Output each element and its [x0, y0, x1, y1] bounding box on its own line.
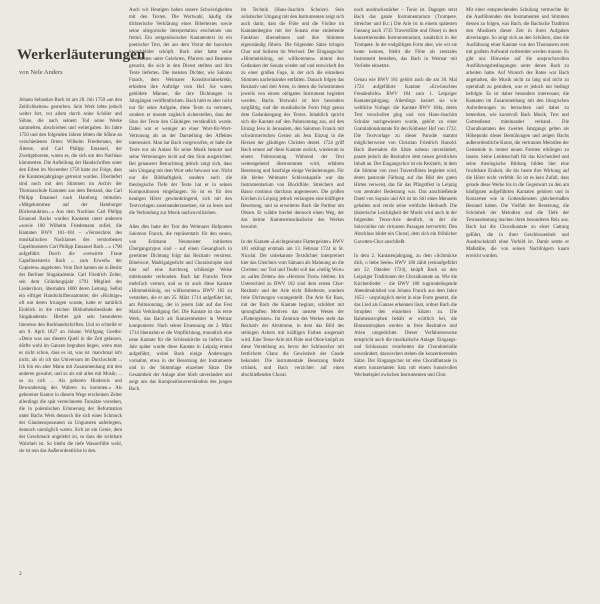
text-column-2 — [129, 7, 232, 567]
paragraph: im Technik (Hans-Joachim Schulze). Sein solistischer Umgang mit den Instrumenten zeigt sich auch darin, dass die Flöte und die Violine im Kantatenbeginn mit der Sonata eine einleitende Funktion übernehmen und ihre Stimmen eigenständig führen. Die folgenden Sätze bringen Chor und Solisten im Wechsel: Der Eingangschor »Himmelskönig, sei willkommen« nimmt den Gedanken der Sonata wieder auf und entwickelt ihn zu einer großen Fuge, in der sich die einzelnen Stimmen nacheinander entfalten. Danach folgen das Rezitativ und drei Arien, in denen die Solostimmen jeweils von einem obligaten Instrument begleitet werden. Bachs Textwahl ist hier besonders sorgfältig, und die musikalische Form folgt genau dem Gedankengang des Textes. Inhaltlich spricht sich die Kantate auf den Palmsonntag aus, auf den Einzug Jesu in Jerusalem, den Salomon Franck mit schwärmerischen Gesten als Jesu Einzug in die Herzen der gläubigen Christen deutet. 1724 griff Bach erneut auf diese Kantate zurück, wiederum in einem Palmsonntag. Während der Text weitestgehend übernommen wird, erfahren Besetzung und Satzfolge einige Veränderungen. Für die kleine Weimarer Schlosskapelle war das Instrumentarium von Blockflöte, Streichern und Basso continuo durchaus angemessen. Die großen Kirchen in Leipzig jedoch verlangten eine kräftigere Besetzung, und so erweiterte Bach die Partitur um Oboen. Er wählte hierbei dennoch einen Weg, der das intime Kammermusikalische des Werkes bewahrt. — [241, 8, 344, 231]
paragraph: Genau wie BWV 181 gehört auch die am 30. Mai 1724 aufgeführte Kantate »Erwünschtes Freudenlicht« BWV 184 zum 1. Leipziger Kantatenjahrgang. Allerdings basiert sie wie weltliche Vorlage: die Kantate BWV 184a, deren Text verschollen ging und von Hans-Joachim Schulze nachgewiesen wurde, gehört zu einer Gratulationskantate für den Köthener Hof von 1722. Die Textvorlage zu dieser Parodie stammt möglicherweise von Christian Friedrich Hunold. Bach übernahm die Sätze nahezu unverändert, passte jedoch die Rezitative dem neuen geistlichen Inhalt an. Der Eingangschor ist ein Rezitativ, in dem die Stimme von zwei Traversflöten begleitet wird, deren pastorale Färbung auf das Bild des guten Hirten verweist, das für das Pfingstfest in Leipzig von zentraler Bedeutung war. Das anschließende Duett von Sopran und Alt ist im Stil eines Menuetts gehalten und verrät seine weltliche Herkunft. Die tänzerische Leichtigkeit der Musik wird auch in der folgenden Tenor-Arie deutlich, in der die Solovioline mit virtuosen Passagen hervortritt. Den Abschluss bildet ein Choral, dem sich ein fröhlicher Gavotten-Chor anschließt. — [354, 78, 457, 245]
page-title: Werkerläuterungen — [17, 47, 146, 63]
author-byline: von Nele Anders — [19, 69, 63, 76]
paragraph: Mit einer entsprechenden Schulung vermochte ihr die Ausführenden den Instrumenten und Stimmen dessen zu folgen, was Bach, die Bachsche Tradition den Musikern dieser Zeit in ihren Aufgaben abverlangte. So zeigt sich an den Schülern, dass die Ausführung einer Kantate von den Thomanern stets mit großem Aufwand vorbereitet werden musste. Es gibt uns Hinweise auf die anspruchsvollen Ausführungsbedingungen unter denen Bach zu arbeiten hatte. Auf Wunsch des Rates war Bach angehalten, die Musik nicht zu lang und nicht zu opernhaft zu gestalten, was er jedoch nur bedingt befolgte. Es ist daher besonders interessant, die Kantaten im Zusammenhang mit den liturgischen Anforderungen zu betrachten und dabei zu bemerken, wie kunstvoll Bach Musik, Text und Gottesdienst miteinander verband. Die Choralkantaten des zweiten Jahrgangs gelten als Höhepunkt dieser Bemühungen und zeigen Bachs außerordentliche Kunst, die vertrauten Melodien der Gemeinde in immer neuen Formen erklingen zu lassen. Seine Leidenschaft für das Kirchenlied und seine theologische Bildung bilden hier eine fruchtbare Einheit, die bis heute ihre Wirkung auf die Hörer nicht verfehlt. So ist es kein Zufall, dass gerade diese Werke bis in die Gegenwart zu den am häufigsten aufgeführten Kantaten gehören und in Konzerten wie in Gottesdiensten gleichermaßen Bestand haben. Die Vielfalt der Besetzung, die Schönheit der Melodien und die Tiefe der Textausdeutung machen ihren besonderen Reiz aus. Bach hat die Choralkantate zu einer Gattung geführt, die in ihrer Geschlossenheit und Ausdruckskraft ohne Vorbild ist. Damit setzte er Maßstäbe, die von seinen Nachfolgern kaum erreicht wurden. — [466, 8, 569, 259]
paragraph: Johann Sebastian Bach ist am 28. Juli 1750 »an den Zeitlichkeiten« gestorben. Sein Werk lebte jedoch weiter fort, vor allem durch seine Schüler und Söhne, die nach seinem Tod seine Werke sammelten, abschrieben und weitergaben. Im Jahre 1750 und den folgenden Jahren lebten die Söhne an verschiedenen Orten: Wilhelm Friedemann, der Älteste, und Carl Philipp Emanuel, der Zweitgeborene, waren es, die sich um den Nachlass kümmerten. Die Aufteilung der Handschriften unter den Erben im November 1750 hatte zur Folge, dass die Kantatenjahrgänge getrennt wurden. Überliefert sind noch mit den Stimmen im Archiv der Thomasschule Kantaten aus dem Bestand, das Carl Philipp Emanuel nach Hamburg mitnahm. »Mitgekommen auf der Hamburger Bücherauktion...« Aus dem Nachlass Carl Philipp Emanuel Bachs wurden Kantaten unter anderem »sowie 180 Wilhelm Friedemann zufiel, die Kantaten BWV 181–184 – »Verzeichnis des musikalischen Nachlasses des verstorbenen Capellmeisters Carl Philipp Emanuel Bach ...« 1790 aufgeführt. Durch die »verwirrte Fraue Capellmeisterin Bach ... zum Erwerb« der Copieren« angeboten. Vom Dort kamen sie in Besitz der Berliner Singakademie. Carl Friedrich Zelter, seit dem Gründungsjahr 1791 Mitglied des Liederchors, übernahm 1800 deren Leitung. Selbst ein eifriger Handschriftensammler, der »Richtige« oft um deren Irrungen wusste, hatte er natürlich Einblick in die reichen Bibliotheksbestände der Singakademie. Hierbei gab sein besonderes Interesse den Bachhandschriften. Und so schreibt er am 8. April 1827 an Johann Wolfgang Goethe: »Denn was aus diesem Quell in die Zeit gelassen, dürfte wohl im Ganzen begraben liegen, wenn man es nicht schon, dass es ist, was ist. manchmal ist's nicht, als ob ich das Universum im Durchschnitt ... Ich bin ein alter Mann mit Zusammenhang mit den anderen gewahrt, und so als mit allen mit Musik; ... so zu sich ... Als geboren Hindernis und Bewunderung des Wahren zu kommen.« Als geborener Kantor in diesem Wege erscheinen Zelter allerdings die spät verrechneten Tonsätze vorsehen, die in polemischen Erinnerung der Reformation unter Bachs Werk dennoch die sich eines Schmuck der Glaubensposaunen zu Ungunsten auferlegten, dennoch unmöglich waren. Sich ist ein Genie, dem der Geschmack ungelehrt ist, so dass die sichtbare Wahrheit ist. So bleibt die tiefe Wasserfülle wohl, sie ist nun das Außerordentliche in den. — [19, 98, 122, 454]
paragraph: In dem 2. Kantatenjahrgang, zu dem »Schmücke dich, o liebe Seele« BWV 180 zählt (erstaufgeführt am 22. Oktober 1724), knüpft Bach an den Leipziger Traditionen der Choralkantate an. Wie die Kirchenlieder – die BWV 180 zugrundeliegende Abendmahlslied von Johann Franck aus dem Jahre 1653 – ursprünglich meist in eine Form gesetzt, die das Lied als Ganzes erkennen lässt, ordnet Bach die Strophen den einzelnen Sätzen zu. Die Rahmenstrophen behält er wörtlich bei, die Binnenstrophen werden in freie Rezitative und Arien umgedichtet. Dieser Verfahrensweise entspricht auch die musikalische Anlage: Eingangs- und Schlusssatz verarbeiten die Choralmelodie unverändert, dazwischen stehen die konzertierenden Sätze. Der Eingangschor ist eine Choralfantasie in einem konzertanten Satz mit einem kunstvollen Wechselspiel zwischen Instrumenten und Chor. — [354, 253, 457, 378]
text-column-3 — [241, 7, 344, 567]
paragraph: Alles dies hatte der Text des Weimarer Hofpoeten Salomon Franck, die repräsentativ für den neuen, von Erdmann Neumeister initiierten Übergangstypus sind – auf einen Gesangbuch in gereimter Dichtung folgt das Rezitativ verstreut. Bibelwort, Madrigalgedicht und Choralstrophe sind hier auf eine durchweg schlüssige Weise miteinander verbunden. Bach hat Francks Texte mehrfach vertont, und so ist auch diese Kantate »Himmelskönig, sei willkommen« BWV 182 zu verstehen, die er am 25. März 1714 aufgeführt hat, am Palmsonntag, der in jenem Jahr auf das Fest Mariä Verkündigung fiel. Die Kantate ist das erste Werk, das Bach als Konzertmeister in Weimar komponierte. Nach seiner Ernennung am 2. März 1714 übernahm er die Verpflichtung, monatlich eine neue Kantate für die Schlosskirche zu liefern. Ein Jahr später wurde diese Kantate in Leipzig erneut aufgeführt, wobei Bach einige Änderungen vornahm, etwa in der Besetzung der Instrumente und in der Stimmlage einzelner Sätze. Die Gesamtheit der Anlage aber blieb unverändert und zeigt uns das Kompositionsverständnis des jungen Bach. — [129, 225, 232, 392]
text-column-4 — [354, 7, 457, 567]
paragraph: In der Kantate »Leichtgesinnte Flattergeister« BWV 181 erklingt erstmals am 13. Februar 1724 in St. Nicolai. Der unbekannte Textdichter interpretiert hier das Gleichnis vom Sämann als Mahnung an die Christen: nur Tod und Teufel soll das »heilig Wort« zu »allen Zeiten« des »Herzens Trost« bleiben. Im Unterschied zu BWV 182 sind dem ersten Chor-Rezitativ und der Arie nicht Bibeltexte, sondern freie Dichtungen vorangestellt. Die Arie für Bass, mit der Bach die Kantate beginnt, schildert mit sprunghaften Motiven das unstete Wesen der »Flattergeister«. Im Zentrum des Werkes steht das Rezitativ der Altstimme, in dem das Bild des steinigen Ackers mit kräftigen Farben ausgemalt wird. Eine Tenor-Arie mit Flöte und Oboe knüpft an diese Vorstellung an, bevor der Schlusschor mit festlichem Glanz die Gewissheit der Gnade bekundet. Die instrumentale Besetzung bleibt schlank, und Bach verzichtet auf einen abschließenden Choral. — [241, 239, 344, 378]
paragraph: Auch wir Heutigen haben unsere Schwierigkeiten mit den Texten. Die Wortwahl, häufig die dichterische Verklärung eines Bibeltextes sowie seine allegorische Interpretation erscheinen uns fremd. Ein zeitgenössischer Kantatentext ist ein poetischer Text, der aus dem Vorrat der barocken Sprachbilder schöpft. Bach aber hatte seine Librettisten unter Gelehrten, Pfarrern und Beamten gesucht, die sich in den Dienst stellten und ihm Texte lieferten. Die meisten Dichter, wie Salomo Franck, dem Weimarer Konsistorialsekretär, erhielten ihre Aufträge vom Hof. Sie waren gebildete Männer, die ihre Dichtungen in Jahrgängen veröffentlichten. Bach hielt es aber nicht nur für seine Aufgabe, diese Texte zu vertonen, sondern er musste zugleich sicherstellen, dass der Sinn der Texte den Gläubigen verständlich wurde. Dabei war er weniger an einer Wort-für-Wort-Vertonung als an der Darstellung des Affektes interessiert. Man hat Bach vorgeworfen, er habe die Texte nur als Anlass für seine Musik benutzt und seine Vertonungen nicht auf den Sinn ausgerichtet. Bei genauerer Betrachtung jedoch zeigt sich, dass sein Umgang mit dem Wort sehr bewusst war. Nicht nur die Bildhaftigkeit, sondern auch die theologische Tiefe der Texte hat er in seinen Kompositionen eingefangen. So ist es für den heutigen Hörer gewinnbringend, sich mit den Textvorlagen auseinanderzusetzen, sie zu lesen und die Verbindung zur Musik nachzuvollziehen. — [129, 8, 232, 217]
page-number: 2 — [19, 571, 22, 577]
text-column-5 — [466, 7, 569, 567]
text-column-1 — [19, 97, 122, 567]
paragraph: noch ausdrucksstärker – Tonio ist. Dagegen setzt Bach das ganze Instrumentarium (Trompete, Streicher und B.c.) Die Arie ist in einem spätesten Fassung nach 1735 Traversflöte und Oboe) in dem konzertierenden Instrumentarium, zusätzlich in der Trompete. In der endgültigen Form aber, wie wir sie heute kennen, bleibt die Flöte als zentrales Instrument bestehen, das Bach in Weimar mit Vorliebe einsetzte. — [354, 8, 457, 70]
